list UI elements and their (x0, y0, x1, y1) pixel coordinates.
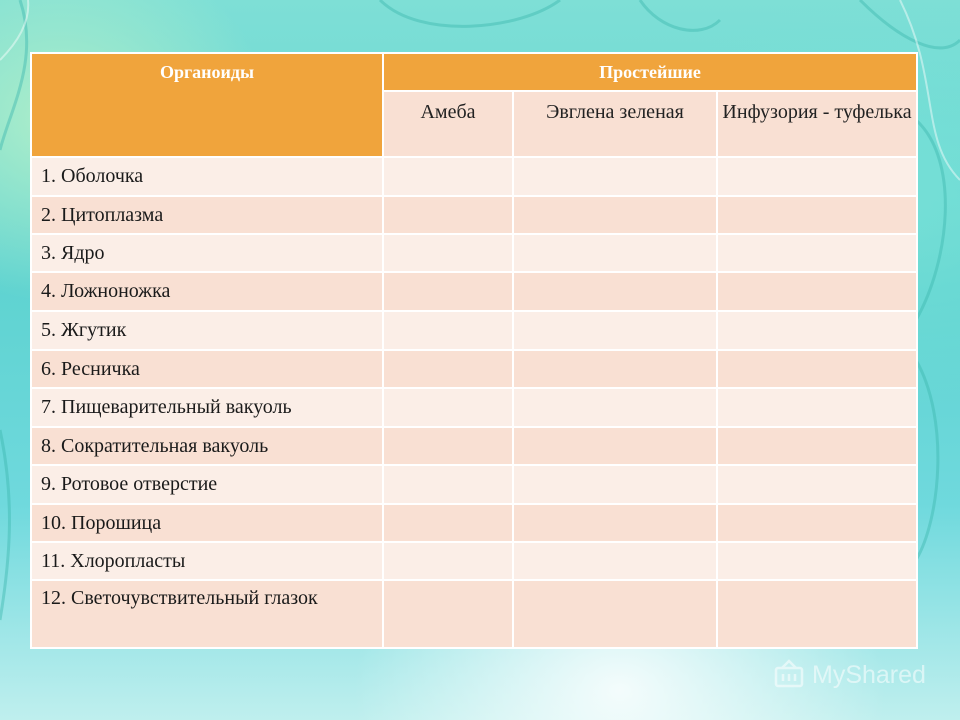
table-cell (717, 157, 917, 196)
table-cell (513, 465, 717, 504)
organelle-label: 11. Хлоропласты (31, 542, 383, 580)
watermark-text: MyShared (812, 660, 926, 689)
table-cell (717, 465, 917, 504)
table-row (31, 311, 917, 350)
table-cell (383, 465, 513, 504)
table-cell (513, 427, 717, 465)
header-organelles: Органоиды (31, 53, 383, 157)
table-cell (383, 388, 513, 427)
table-row (31, 272, 917, 311)
table-cell (717, 196, 917, 234)
table-row (31, 157, 917, 196)
organelle-label: 5. Жгутик (31, 311, 383, 350)
table-row (31, 427, 917, 465)
header-protozoa: Простейшие (383, 53, 917, 91)
table-cell (513, 542, 717, 580)
table-cell (513, 234, 717, 272)
table-cell (513, 311, 717, 350)
table-cell (717, 272, 917, 311)
table-cell (383, 157, 513, 196)
table-cell (383, 196, 513, 234)
table-cell (717, 388, 917, 427)
table-cell (717, 427, 917, 465)
table-cell (383, 504, 513, 542)
header-amoeba: Амеба (383, 91, 513, 157)
myshared-logo-icon (772, 658, 806, 692)
table-cell (717, 234, 917, 272)
table-cell (513, 504, 717, 542)
table-cell (717, 350, 917, 388)
organelle-label: 8. Сократительная вакуоль (31, 427, 383, 465)
table-cell (513, 580, 717, 648)
table-row (31, 580, 917, 648)
table-cell (383, 427, 513, 465)
table-cell (513, 272, 717, 311)
table-cell (383, 311, 513, 350)
organelle-label: 10. Порошица (31, 504, 383, 542)
table-cell (717, 580, 917, 648)
organelle-label: 9. Ротовое отверстие (31, 465, 383, 504)
header-paramecium: Инфузория - туфелька (717, 91, 917, 157)
table-row (31, 504, 917, 542)
table-cell (717, 311, 917, 350)
table-row (31, 350, 917, 388)
header-euglena: Эвглена зеленая (513, 91, 717, 157)
organelles-table (30, 52, 918, 649)
table-cell (513, 388, 717, 427)
table-cell (383, 542, 513, 580)
table-cell (513, 157, 717, 196)
table-row (31, 234, 917, 272)
organelle-label: 3. Ядро (31, 234, 383, 272)
table-row (31, 388, 917, 427)
table-cell (383, 580, 513, 648)
table-row (31, 196, 917, 234)
table-row (31, 465, 917, 504)
table-cell (513, 196, 717, 234)
table-cell (513, 350, 717, 388)
table-cell (717, 504, 917, 542)
organelle-label: 4. Ложноножка (31, 272, 383, 311)
organelle-label: 7. Пищеварительный вакуоль (31, 388, 383, 427)
table-cell (383, 350, 513, 388)
organelle-label: 12. Светочувствительный глазок (31, 580, 383, 648)
table-cell (383, 272, 513, 311)
organelle-label: 6. Ресничка (31, 350, 383, 388)
organelle-label: 2. Цитоплазма (31, 196, 383, 234)
table-cell (383, 234, 513, 272)
table-row (31, 542, 917, 580)
table-cell (717, 542, 917, 580)
organelle-label: 1. Оболочка (31, 157, 383, 196)
myshared-watermark (772, 655, 942, 695)
